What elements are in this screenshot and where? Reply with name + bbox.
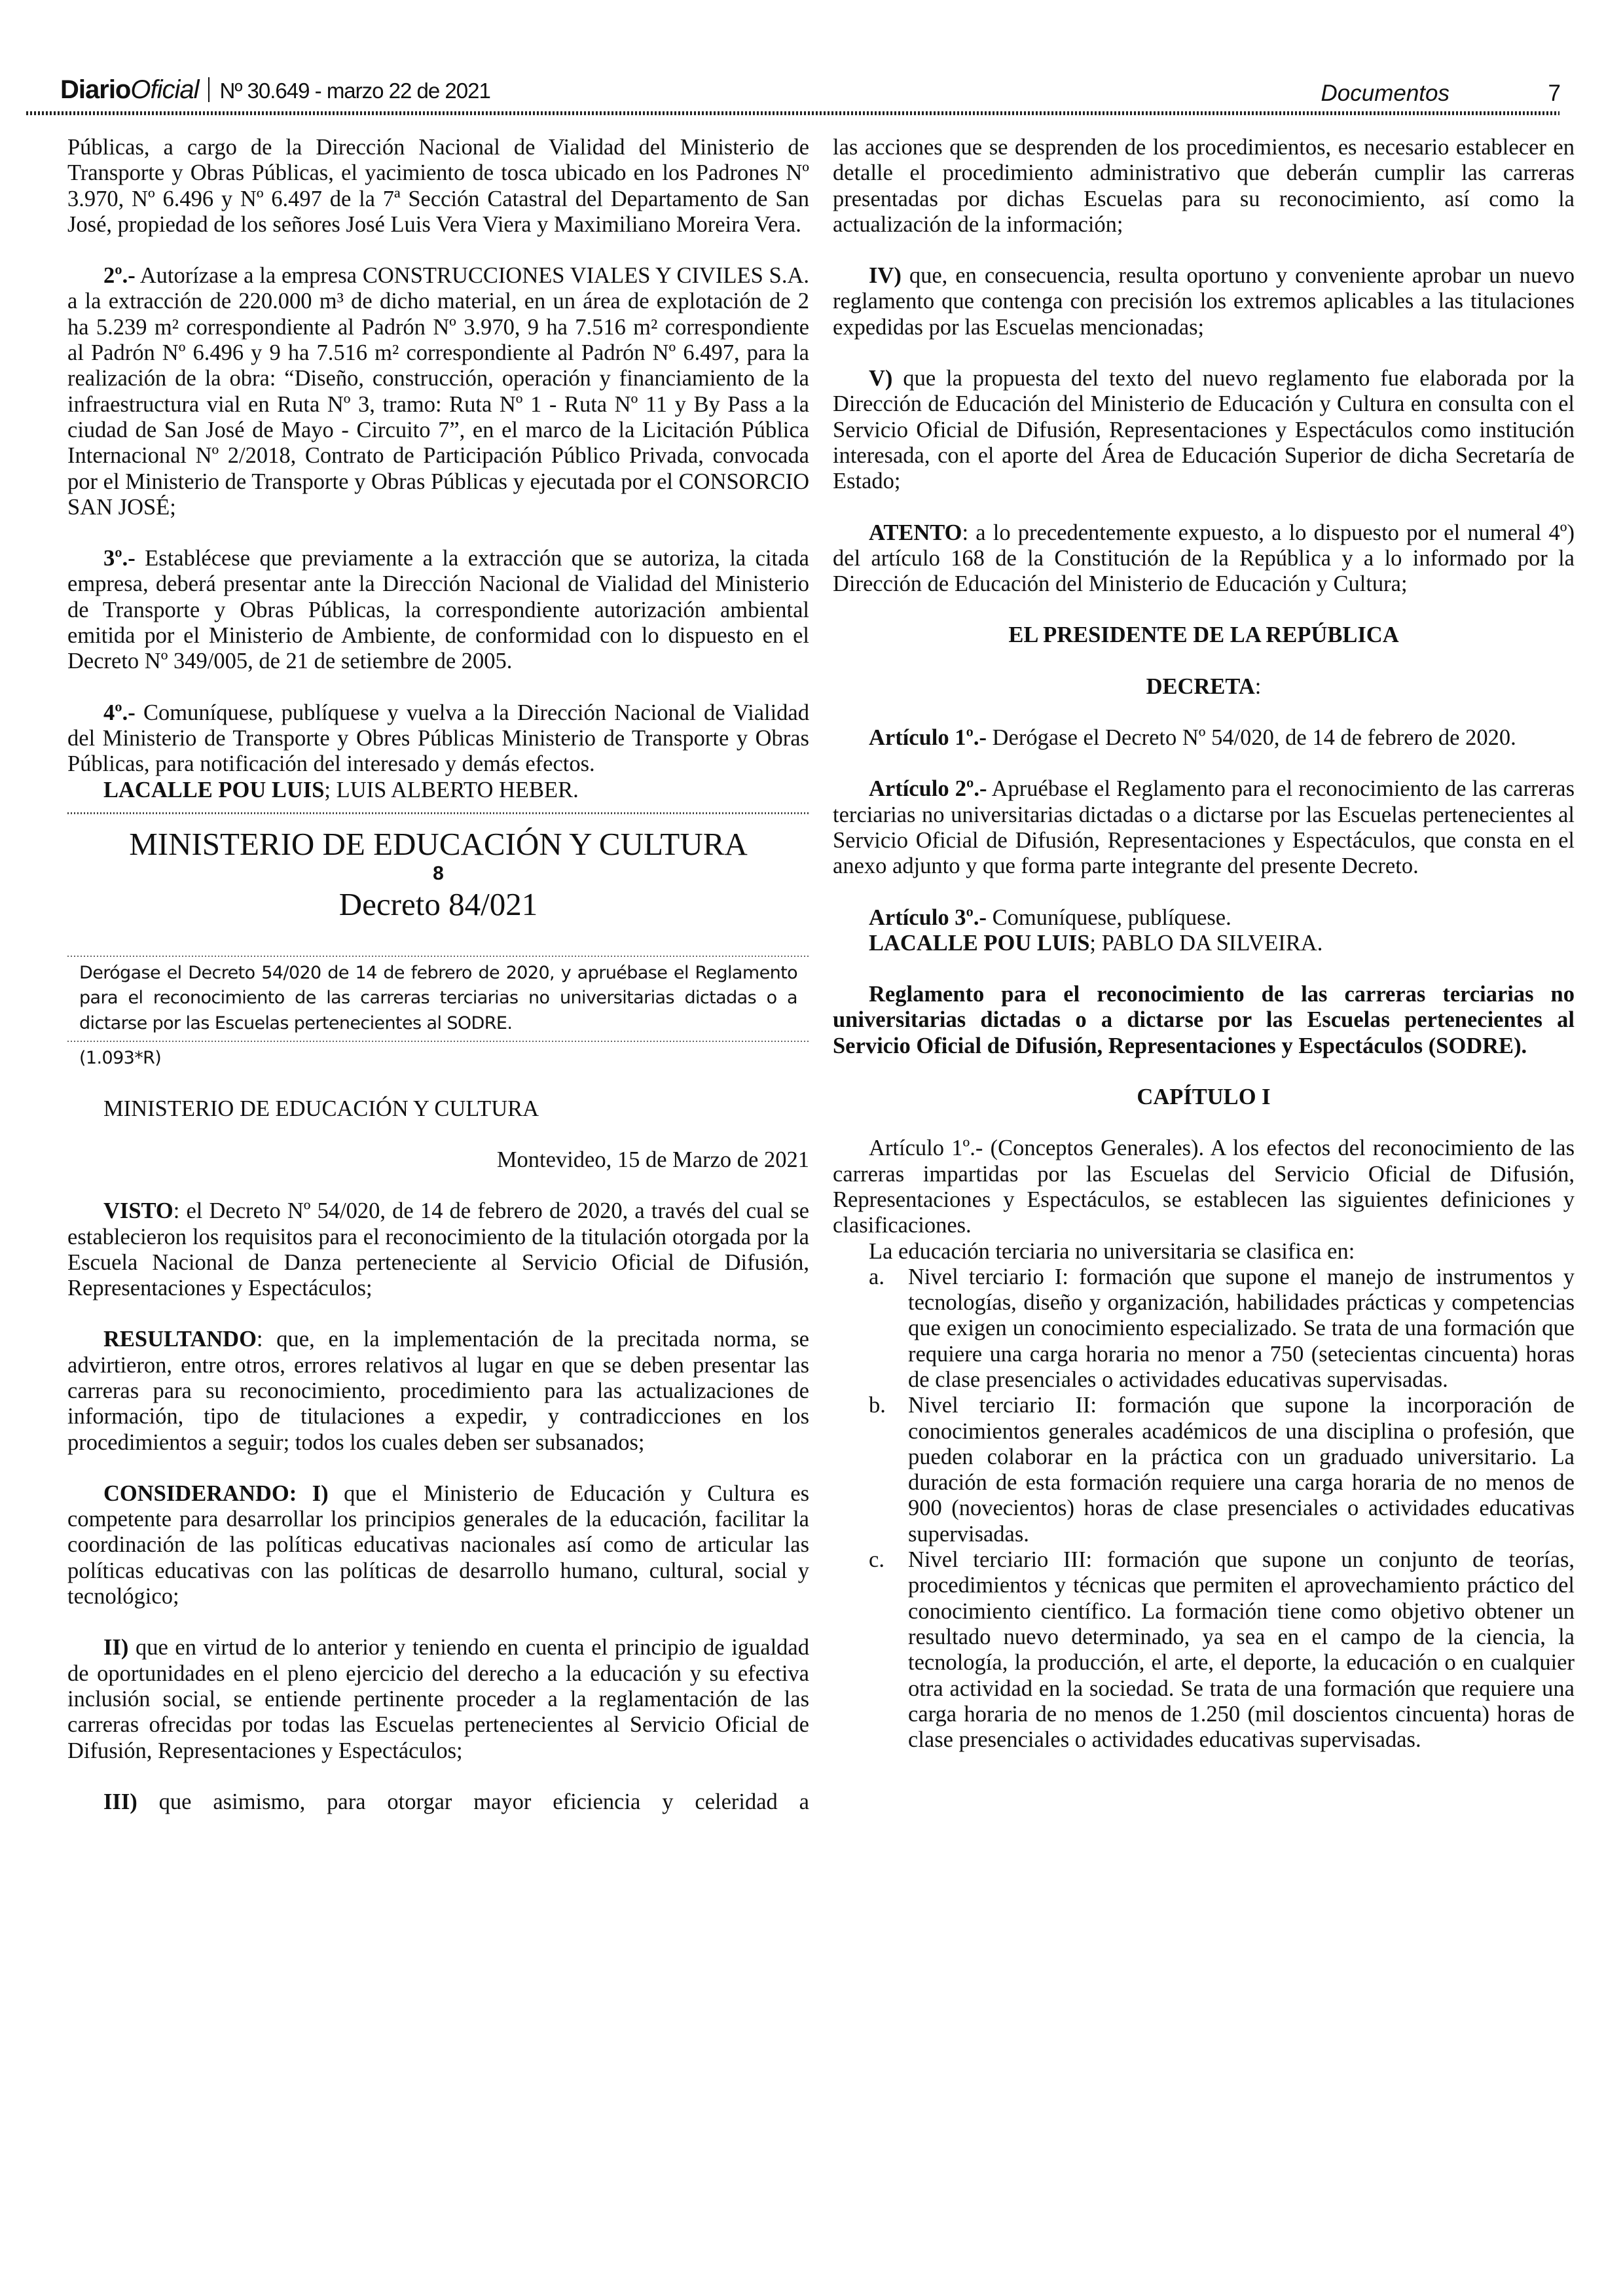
issue-number-date: Nº 30.649 - marzo 22 de 2021: [219, 79, 490, 103]
decree-article-1-label: Artículo 1º.-: [869, 725, 987, 751]
visto-label: VISTO: [103, 1198, 173, 1224]
decree-article-3-label: Artículo 3º.-: [869, 905, 987, 930]
article-4-text: Comuníquese, publíquese y vuelva a la Dirección Nacional de Vialidad del Ministerio de Transporte y Obres Públicas Ministerio de Transporte y Obras Públicas, para notificación del interesado y demás efectos.: [67, 700, 809, 777]
decreta-heading: [833, 674, 1575, 700]
brand-name-italic: Oficial: [130, 75, 199, 104]
considerando-iv-paragraph: [833, 263, 1575, 340]
brand-name-bold: Diario: [60, 75, 131, 104]
article-4-label: 4º.-: [103, 700, 136, 725]
considerando-i-paragraph: [67, 1481, 809, 1609]
visto-text: : el Decreto Nº 54/020, de 14 de febrero de 2020, a través del cual se establecieron los requisitos para el reconocimiento de la titulación otorgada por la Escuela Nacional de Danza perteneciente al Servicio Oficial de Difusión, Representaciones y Espectáculos;: [67, 1198, 809, 1301]
considerando-i-text: que el Ministerio de Educación y Cultura es competente para desarrollar los principios generales de la educación, facilitar la coordinación de las políticas educativas nacionales así como de articular las políticas educativas con las políticas de desarrollo humano, cultural, social y tecnológico;: [67, 1480, 809, 1609]
ministry-line: MINISTERIO DE EDUCACIÓN Y CULTURA: [103, 1096, 539, 1121]
signature-minister: ; LUIS ALBERTO HEBER.: [324, 777, 579, 802]
decree-signature-president: LACALLE POU LUIS: [869, 930, 1090, 956]
publication-brand: [60, 73, 490, 107]
level-text: Nivel terciario II: formación que supone la incorporación de conocimientos generales académicos de una disciplina o profesión, que pueden colaborar en la práctica con un graduado universitario. La duración de esta formación requiere una carga horaria de no menos de 900 (novecientos) horas de clase presenciales o actividades educativas supervisadas.: [908, 1393, 1575, 1547]
article-3-text: Establécese que previamente a la extracción que se autoriza, la citada empresa, deberá presentar ante la Dirección Nacional de Vialidad del Ministerio de Transporte y Obras Públicas, la correspondiente autorización ambiental emitida por el Ministerio de Ambiente, de conformidad con lo dispuesto en el Decreto Nº 349/005, de 21 de setiembre de 2005.: [67, 546, 809, 674]
considerando-ii-text: que en virtud de lo anterior y teniendo en cuenta el principio de igualdad de oportunidades en el pleno ejercicio del derecho a la educación y su efectiva inclusión social, se entiende pertinente proceder a la reglamentación de las carreras ofrecidas por todas las Escuelas pertenecientes al Servicio Oficial de Difusión, Representaciones y Espectáculos;: [67, 1635, 809, 1763]
considerando-iii-text: que asimismo, para otorgar mayor eficiencia y celeridad a: [137, 1789, 809, 1814]
right-column: [833, 135, 1575, 1753]
considerando-iv-label: IV): [869, 263, 902, 289]
decree-article-2-text: Apruébase el Reglamento para el reconocimiento de las carreras terciarias no universitarias dictadas o a dictarse por las Escuelas pertenecientes al Servicio Oficial de Difusión, Representaciones y Espectáculos, que consta en el anexo adjunto y que forma parte integrante del presente Decreto.: [833, 776, 1575, 879]
considerando-iii-continuation: las acciones que se desprenden de los procedimientos, es necesario establecer en detalle el procedimiento administrativo que deberán cumplir las carreras presentadas por dichas Escuelas para su reconocimiento, así como la actualización de la información;: [833, 135, 1575, 237]
chapter-heading: CAPÍTULO I: [1137, 1085, 1271, 1110]
publication-code: (1.093*R): [79, 1047, 162, 1068]
atento-paragraph: [833, 520, 1575, 598]
left-column: [67, 135, 809, 1815]
decree-signature-minister: ; PABLO DA SILVEIRA.: [1089, 930, 1323, 956]
level-marker: c.: [869, 1547, 884, 1573]
resultando-label: RESULTANDO: [103, 1327, 257, 1352]
considerando-v-label: V): [869, 366, 893, 391]
article-3-paragraph: [67, 546, 809, 674]
decree-article-2-label: Artículo 2º.-: [869, 776, 987, 802]
considerando-iii-label: III): [103, 1789, 137, 1814]
decree-title: Decreto 84/021: [338, 886, 538, 922]
summary-top-divider: [67, 956, 809, 957]
decree-summary: Derógase el Decreto 54/020 de 14 de febrero de 2020, y apruébase el Reglamento para el reconocimiento de las carreras terciarias no universitarias dictadas o a dictarse por las Escuelas pertenecientes al SODRE.: [79, 962, 797, 1034]
masthead: [60, 73, 1561, 106]
considerando-iii-paragraph: [67, 1789, 809, 1815]
considerando-v-text: que la propuesta del texto del nuevo reglamento fue elaborada por la Dirección de Educación del Ministerio de Educación y Cultura en consulta con el Servicio Oficial de Difusión, Representaciones y Espectáculos como institución interesada, con el aporte del Área de Educación Superior de dicha Secretaría de Estado;: [833, 366, 1575, 494]
level-item: [833, 1393, 1575, 1547]
article-4-paragraph: [67, 700, 809, 778]
article-3-label: 3º.-: [103, 546, 136, 571]
considerando-iv-text: que, en consecuencia, resulta oportuno y conveniente aprobar un nuevo reglamento que contenga con precisión los extremos aplicables a las titulaciones expedidas por las Escuelas mencionadas;: [833, 263, 1575, 340]
decree-signature: [833, 931, 1575, 956]
considerando-v-paragraph: [833, 366, 1575, 494]
article-2-text: Autorízase a la empresa CONSTRUCCIONES VIALES Y CIVILES S.A. a la extracción de 220.000 m³ de dicho material, en un área de explotación de 2 ha 5.239 m² correspondiente al Padrón Nº 3.970, 9 ha 7.516 m² correspondiente al Padrón Nº 6.496 y 9 ha 7.516 m² correspondiente al Padrón Nº 6.497, para la realización de la obra: “Diseño, construcción, operación y financiamiento de la infraestructura vial en Ruta Nº 3, tramo: Ruta Nº 1 - Ruta Nº 11 y By Pass a la ciudad de San José de Mayo - Circuito 7”, en el marco de la Licitación Pública Internacional Nº 2/2018, Contrato de Participación Público Privada, convocada por el Ministerio de Transporte y Obras Públicas y ejecutada por el CONSORCIO SAN JOSÉ;: [67, 263, 809, 520]
place-date: Montevideo, 15 de Marzo de 2021: [496, 1147, 809, 1172]
article-2-label: 2º.-: [103, 263, 136, 289]
level-item: [833, 1265, 1575, 1393]
page-number: 7: [1548, 81, 1561, 106]
considerando-i-label: : I): [289, 1480, 329, 1506]
brand-separator: [208, 77, 210, 102]
decreta-colon: :: [1254, 673, 1262, 699]
reglamento-title: Reglamento para el reconocimiento de las carreras terciarias no universitarias dictadas o a dictarse por las Escuelas pertenecientes al Servicio Oficial de Difusión, Representaciones y Espectáculos (SODRE).: [833, 982, 1575, 1058]
visto-paragraph: [67, 1198, 809, 1301]
atento-text: : a lo precedentemente expuesto, a lo dispuesto por el numeral 4º) del artículo 168 de la Constitución de la República y a lo informado por la Dirección de Educación del Ministerio de Educación y Cultura;: [833, 520, 1575, 597]
atento-label: ATENTO: [869, 520, 962, 545]
president-heading: EL PRESIDENTE DE LA REPÚBLICA: [1008, 622, 1399, 648]
considerando-label: CONSIDERANDO: [103, 1480, 289, 1506]
level-item: [833, 1547, 1575, 1753]
decreta-label: DECRETA: [1146, 673, 1255, 699]
section-label: Documentos: [1321, 81, 1450, 106]
summary-bottom-divider: [67, 1041, 809, 1042]
chapter-article-1: Artículo 1º.- (Conceptos Generales). A los efectos del reconocimiento de las carreras impartidas por las Escuelas del Servicio Oficial de Difusión, Representaciones y Espectáculos, se establecen las siguientes definiciones y clasificaciones.: [833, 1136, 1575, 1238]
continuation-paragraph: Públicas, a cargo de la Dirección Nacional de Vialidad del Ministerio de Transporte y Obras Públicas, el yacimiento de tosca ubicado en los Padrones Nº 3.970, Nº 6.496 y Nº 6.497 de la 7ª Sección Catastral del Departamento de San José, propiedad de los señores José Luis Vera Viera y Maximiliano Moreira Vera.: [67, 135, 809, 237]
ministry-heading: MINISTERIO DE EDUCACIÓN Y CULTURA: [129, 825, 748, 862]
level-text: Nivel terciario III: formación que supone un conjunto de teorías, procedimientos y técnicas que permiten el aprovechamiento práctico del conocimiento científico. La formación tiene como objetivo obtener un resultado nuevo determinado, ya sea en el campo de la ciencia, la tecnología, la producción, el arte, el deporte, la educación o en cualquier otra actividad en la sociedad. Se trata de una formación que requiere una carga horaria de no menos de 1.250 (mil doscientos cincuenta) horas de clase presenciales o actividades educativas supervisadas.: [908, 1547, 1575, 1753]
considerando-ii-paragraph: [67, 1635, 809, 1763]
ministry-number: 8: [433, 862, 444, 884]
decree-article-2: [833, 776, 1575, 879]
resultando-paragraph: [67, 1327, 809, 1455]
decree-article-3-text: Comuníquese, publíquese.: [987, 905, 1231, 930]
level-marker: a.: [869, 1264, 884, 1289]
signature-president: LACALLE POU LUIS: [103, 777, 325, 802]
classification-intro: La educación terciaria no universitaria se clasifica en:: [869, 1238, 1355, 1264]
level-text: Nivel terciario I: formación que supone el manejo de instrumentos y tecnologías, diseño y organización, habilidades prácticas y competencias que exigen un conocimiento especializado. Se trata de una formación que requiere una carga horaria no menor a 750 (setecientas cincuenta) horas de clase presenciales o actividades educativas supervisadas.: [908, 1264, 1575, 1392]
section-divider: [67, 812, 809, 814]
decree-article-3: [833, 905, 1575, 931]
considerando-ii-label: II): [103, 1635, 129, 1660]
resultando-text: : que, en la implementación de la precitada norma, se advirtieron, entre otros, errores relativos al lugar en que se deben presentar las carreras para su reconocimiento, procedimiento para las actualizaciones de información, tipo de titulaciones a expedir, y contradicciones en los procedimientos a seguir; todos los cuales deben ser subsanados;: [67, 1327, 809, 1455]
decree-article-1: [833, 725, 1575, 751]
header-rule: [26, 111, 1559, 115]
signature-line: [67, 778, 809, 803]
decree-article-1-text: Derógase el Decreto Nº 54/020, de 14 de febrero de 2020.: [987, 725, 1516, 751]
level-marker: b.: [869, 1393, 886, 1418]
article-2-paragraph: [67, 263, 809, 520]
